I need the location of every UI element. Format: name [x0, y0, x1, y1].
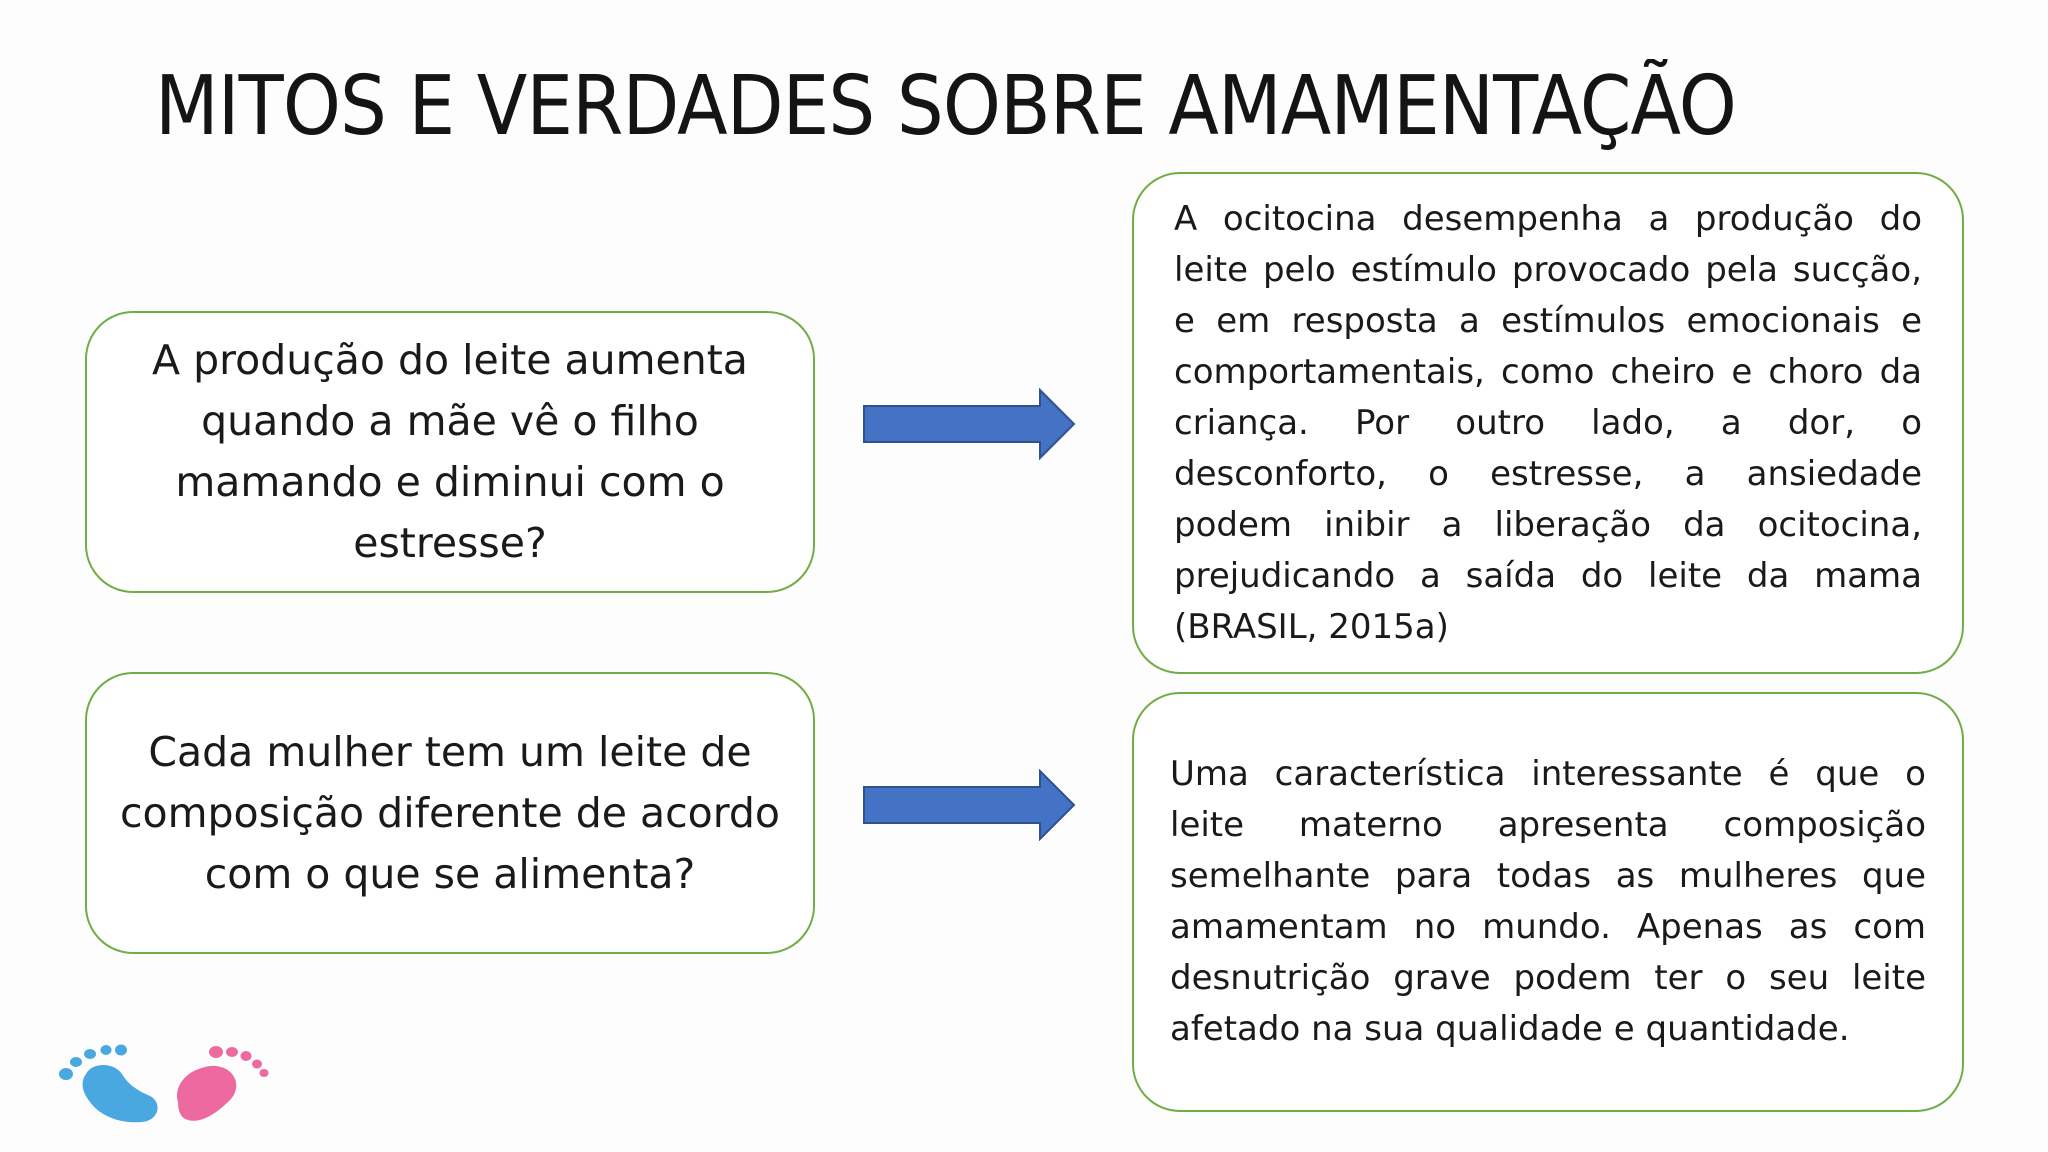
- question-box-1: [85, 311, 815, 593]
- question-text-2: Cada mulher tem um leite de composição diferente de acordo com o que se alimenta?: [119, 727, 781, 898]
- answer-box-2: [1132, 692, 1964, 1112]
- answer-text-1: A ocitocina desempenha a produção do leite pelo estímulo provocado pela sucção, e em resposta a estímulos emocionais e comportamentais, como cheiro e choro da criança. Por outro lado, a dor, o desconforto, o estresse, a ansiedade podem inibir a liberação da ocitocina, prejudicando a saída do leite da mama (BRASIL, 2015a): [1174, 198, 1922, 647]
- slide-title: MITOS E VERDADES SOBRE AMAMENTAÇÃO: [155, 59, 1737, 154]
- answer-text-2: Uma característica interessante é que o leite materno apresenta composição semelhante para todas as mulheres que amamentam no mundo. Apenas as com desnutrição grave podem ter o seu leite afetado na sua qualidade e quantidade.: [1170, 754, 1926, 1049]
- blue-footprint-icon: [59, 1045, 158, 1123]
- answer-box-1: [1132, 172, 1964, 674]
- baby-footprints-icon: [56, 1040, 280, 1124]
- pink-footprint-icon: [177, 1046, 269, 1121]
- right-arrow-icon: [862, 388, 1077, 460]
- question-text-1: A produção do leite aumenta quando a mãe vê o filho mamando e diminui com o estresse?: [152, 336, 748, 567]
- right-arrow-icon: [862, 769, 1077, 841]
- question-box-2: [85, 672, 815, 954]
